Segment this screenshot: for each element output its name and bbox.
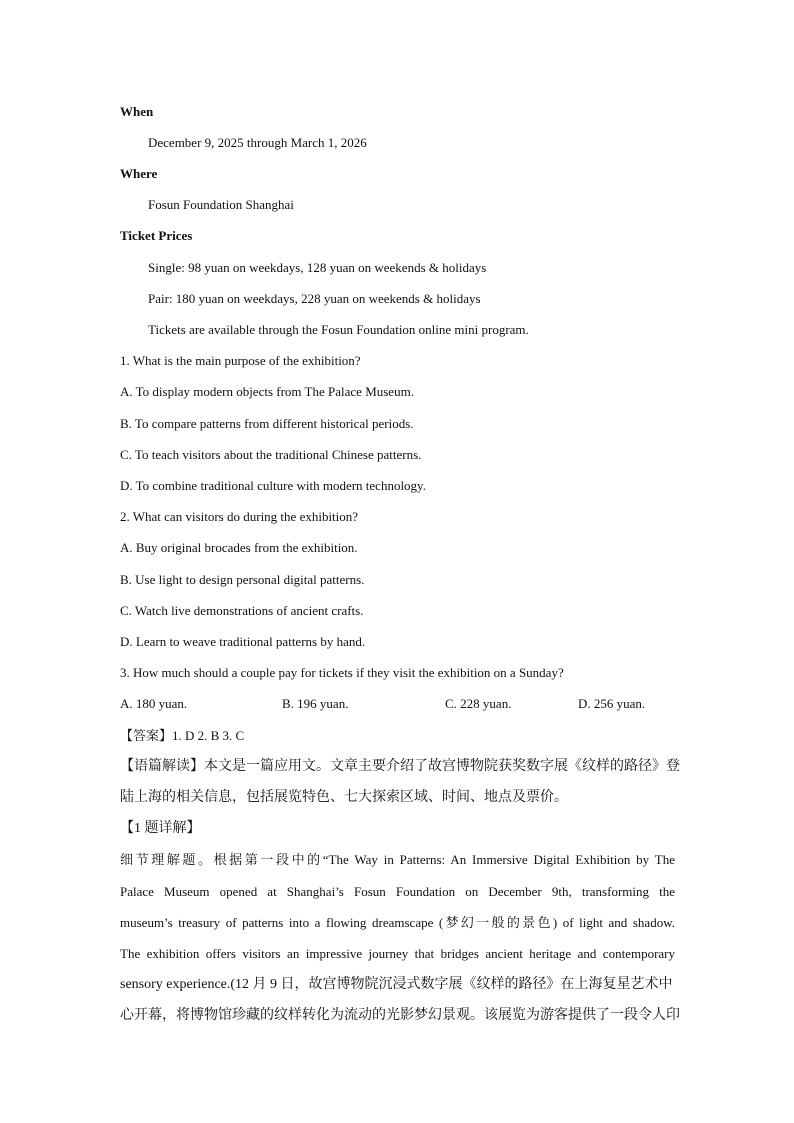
q1-detail-line-6: 心开幕，将博物馆珍藏的纹样转化为流动的光影梦幻景观。该展览为游客提供了一段令人印 bbox=[120, 1008, 680, 1023]
question-2-stem: 2. What can visitors do during the exhibition? bbox=[120, 509, 359, 524]
q1-detail-heading: 【1 题详解】 bbox=[120, 821, 201, 836]
question-1-option-b: B. To compare patterns from different historical periods. bbox=[120, 416, 414, 431]
q1-detail-line-2: Palace Museum opened at Shanghai’s Fosun Foundation on December 9th, transforming the bbox=[120, 884, 675, 899]
ticket-pair: Pair: 180 yuan on weekdays, 228 yuan on weekends & holidays bbox=[148, 291, 481, 306]
ticket-note: Tickets are available through the Fosun Foundation online mini program. bbox=[148, 322, 529, 337]
question-3-option-c: C. 228 yuan. bbox=[445, 696, 512, 711]
question-1-option-d: D. To combine traditional culture with modern technology. bbox=[120, 478, 426, 493]
question-1-option-a: A. To display modern objects from The Palace Museum. bbox=[120, 384, 414, 399]
q1-detail-line-4: The exhibition offers visitors an impressive journey that bridges ancient heritage and contemporary bbox=[120, 946, 675, 961]
question-2-option-a: A. Buy original brocades from the exhibition. bbox=[120, 540, 358, 555]
where-heading: Where bbox=[120, 166, 158, 181]
reading-line-1: 【语篇解读】本文是一篇应用文。文章主要介绍了故宫博物院获奖数字展《纹样的路径》登 bbox=[120, 759, 680, 774]
q1-detail-line-1: 细节理解题。根据第一段中的“The Way in Patterns: An Immersive Digital Exhibition by The bbox=[120, 852, 675, 867]
ticket-prices-heading: Ticket Prices bbox=[120, 228, 193, 243]
question-2-option-b: B. Use light to design personal digital patterns. bbox=[120, 572, 365, 587]
question-1-option-c: C. To teach visitors about the traditional Chinese patterns. bbox=[120, 447, 422, 462]
ticket-single: Single: 98 yuan on weekdays, 128 yuan on weekends & holidays bbox=[148, 260, 487, 275]
question-3-option-d: D. 256 yuan. bbox=[578, 696, 646, 711]
reading-line-2: 陆上海的相关信息，包括展览特色、七大探索区域、时间、地点及票价。 bbox=[120, 790, 568, 805]
question-2-option-c: C. Watch live demonstrations of ancient crafts. bbox=[120, 603, 364, 618]
when-value: December 9, 2025 through March 1, 2026 bbox=[148, 135, 367, 150]
q1-detail-line-3: museum’s treasury of patterns into a flowing dreamscape (梦幻一般的景色) of light and shadow. bbox=[120, 915, 675, 930]
answer-line: 【答案】1. D 2. B 3. C bbox=[120, 728, 245, 743]
question-2-option-d: D. Learn to weave traditional patterns by hand. bbox=[120, 634, 366, 649]
when-heading: When bbox=[120, 104, 154, 119]
question-1-stem: 1. What is the main purpose of the exhibition? bbox=[120, 353, 361, 368]
question-3-stem: 3. How much should a couple pay for tickets if they visit the exhibition on a Sunday? bbox=[120, 665, 564, 680]
question-3-option-a: A. 180 yuan. bbox=[120, 696, 188, 711]
question-3-option-b: B. 196 yuan. bbox=[282, 696, 349, 711]
q1-detail-line-5: sensory experience.(12 月 9 日，故宫博物院沉浸式数字展《纹样的路径》在上海复星艺术中 bbox=[120, 977, 673, 992]
where-value: Fosun Foundation Shanghai bbox=[148, 197, 294, 212]
